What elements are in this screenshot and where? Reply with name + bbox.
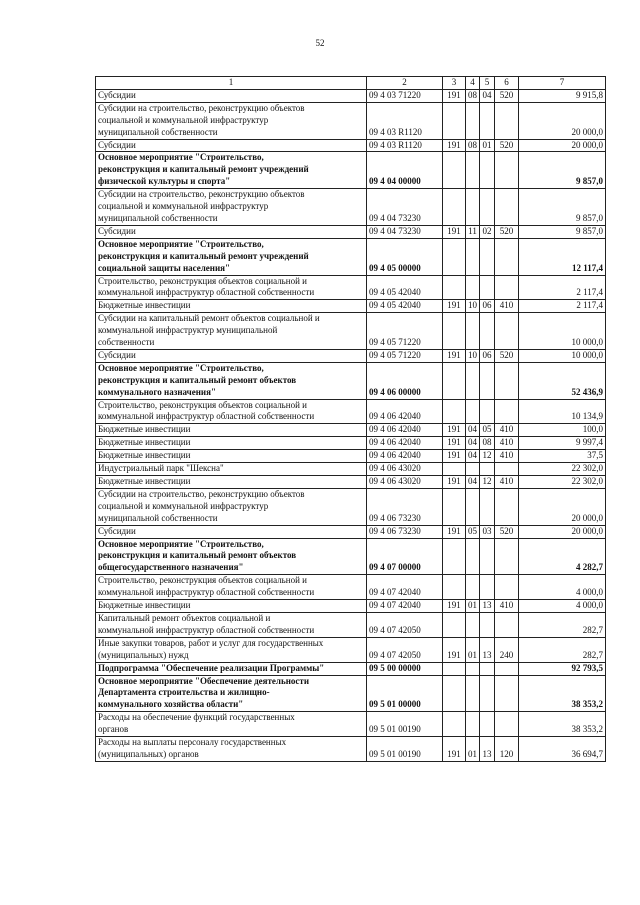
row-ministry: 191 bbox=[443, 525, 466, 538]
row-code: 09 5 00 00000 bbox=[367, 662, 443, 675]
row-subsection bbox=[480, 612, 495, 637]
row-ministry bbox=[443, 538, 466, 575]
column-header: 4 bbox=[466, 77, 480, 90]
table-row bbox=[96, 349, 606, 362]
table-row bbox=[96, 450, 606, 463]
row-name bbox=[96, 152, 367, 189]
row-name-line: Субсидии bbox=[98, 225, 136, 236]
column-header: 5 bbox=[480, 77, 495, 90]
row-name-line: Капитальный ремонт объектов социальной и bbox=[98, 612, 271, 623]
row-code: 09 4 06 43020 bbox=[367, 476, 443, 489]
table-row bbox=[96, 600, 606, 613]
table-row bbox=[96, 225, 606, 238]
row-subsection: 06 bbox=[480, 349, 495, 362]
row-name bbox=[96, 525, 367, 538]
row-subsection: 12 bbox=[480, 450, 495, 463]
row-subsection: 03 bbox=[480, 525, 495, 538]
row-section bbox=[466, 575, 480, 600]
budget-table bbox=[95, 76, 606, 762]
row-name-line: Субсидии на строительство, реконструкцию объектов bbox=[98, 488, 305, 499]
row-expense-type: 410 bbox=[495, 450, 519, 463]
row-expense-type bbox=[495, 152, 519, 189]
row-subsection bbox=[480, 712, 495, 737]
row-code: 09 4 03 R1120 bbox=[367, 102, 443, 139]
row-name-line: коммунальной инфраструктур муниципальной bbox=[98, 325, 278, 336]
row-code: 09 4 06 42040 bbox=[367, 424, 443, 437]
row-name bbox=[96, 600, 367, 613]
row-name-line: реконструкция и капитальный ремонт объектов bbox=[98, 374, 297, 385]
row-section: 04 bbox=[466, 424, 480, 437]
row-section: 05 bbox=[466, 525, 480, 538]
row-subsection: 02 bbox=[480, 225, 495, 238]
row-expense-type: 410 bbox=[495, 476, 519, 489]
row-name-line: физической культуры и спорта" bbox=[98, 176, 231, 187]
row-name-line: Подпрограмма "Обеспечение реализации Программы" bbox=[98, 662, 325, 673]
row-expense-type bbox=[495, 313, 519, 350]
row-ministry bbox=[443, 102, 466, 139]
table-row bbox=[96, 712, 606, 737]
row-name bbox=[96, 712, 367, 737]
row-section bbox=[466, 675, 480, 712]
table-row bbox=[96, 737, 606, 762]
row-section bbox=[466, 362, 480, 399]
row-name-line: Иные закупки товаров, работ и услуг для государственных bbox=[98, 637, 324, 648]
row-name bbox=[96, 189, 367, 226]
row-ministry bbox=[443, 362, 466, 399]
row-name-line: Расходы на выплаты персоналу государственных bbox=[98, 737, 287, 748]
row-expense-type bbox=[495, 102, 519, 139]
row-subsection: 01 bbox=[480, 139, 495, 152]
row-name bbox=[96, 612, 367, 637]
row-name bbox=[96, 538, 367, 575]
row-subsection bbox=[480, 362, 495, 399]
row-subsection bbox=[480, 275, 495, 300]
row-name bbox=[96, 238, 367, 275]
row-amount: 4 000,0 bbox=[519, 600, 606, 613]
row-name-line: коммунальной инфраструктур областной собственности bbox=[98, 587, 315, 598]
row-name-line: Субсидии на строительство, реконструкцию объектов bbox=[98, 102, 305, 113]
row-name-line: Строительство, реконструкция объектов социальной и bbox=[98, 275, 307, 286]
row-name bbox=[96, 662, 367, 675]
row-name-line: Основное мероприятие "Строительство, bbox=[98, 238, 264, 249]
row-name bbox=[96, 737, 367, 762]
row-expense-type bbox=[495, 399, 519, 424]
row-subsection bbox=[480, 152, 495, 189]
row-name-line: Бюджетные инвестиции bbox=[98, 300, 191, 311]
row-name-line: Бюджетные инвестиции bbox=[98, 600, 191, 611]
row-section: 04 bbox=[466, 437, 480, 450]
table-row bbox=[96, 488, 606, 525]
row-expense-type: 520 bbox=[495, 225, 519, 238]
row-section: 08 bbox=[466, 89, 480, 102]
row-code: 09 4 04 00000 bbox=[367, 152, 443, 189]
table-row bbox=[96, 437, 606, 450]
row-amount: 9 857,0 bbox=[519, 189, 606, 226]
row-subsection bbox=[480, 238, 495, 275]
row-ministry: 191 bbox=[443, 637, 466, 662]
row-amount: 22 302,0 bbox=[519, 463, 606, 476]
row-amount: 9 857,0 bbox=[519, 152, 606, 189]
row-section: 11 bbox=[466, 225, 480, 238]
row-section bbox=[466, 313, 480, 350]
row-amount: 4 282,7 bbox=[519, 538, 606, 575]
row-code: 09 4 05 42040 bbox=[367, 275, 443, 300]
row-code: 09 4 05 00000 bbox=[367, 238, 443, 275]
row-amount: 282,7 bbox=[519, 637, 606, 662]
column-header: 2 bbox=[367, 77, 443, 90]
row-ministry: 191 bbox=[443, 450, 466, 463]
row-name-line: Субсидии на строительство, реконструкцию объектов bbox=[98, 189, 305, 200]
row-name-line: Основное мероприятие "Строительство, bbox=[98, 538, 264, 549]
row-expense-type: 120 bbox=[495, 737, 519, 762]
row-name-line: Бюджетные инвестиции bbox=[98, 450, 191, 461]
row-section bbox=[466, 463, 480, 476]
row-expense-type bbox=[495, 275, 519, 300]
row-expense-type bbox=[495, 675, 519, 712]
table-row bbox=[96, 362, 606, 399]
row-code: 09 4 06 73230 bbox=[367, 525, 443, 538]
row-name bbox=[96, 313, 367, 350]
row-code: 09 4 05 42040 bbox=[367, 300, 443, 313]
row-subsection: 05 bbox=[480, 424, 495, 437]
row-code: 09 4 07 42040 bbox=[367, 600, 443, 613]
row-name-line: реконструкция и капитальный ремонт учреждений bbox=[98, 250, 309, 261]
row-code: 09 4 07 00000 bbox=[367, 538, 443, 575]
row-name bbox=[96, 275, 367, 300]
row-name-line: Основное мероприятие "Строительство, bbox=[98, 362, 264, 373]
row-name-line: Субсидии bbox=[98, 139, 136, 150]
table-row bbox=[96, 662, 606, 675]
row-name bbox=[96, 450, 367, 463]
row-name-line: Бюджетные инвестиции bbox=[98, 424, 191, 435]
row-name-line: Основное мероприятие "Обеспечение деятельности bbox=[98, 675, 310, 686]
row-name-line: Индустриальный парк "Шексна" bbox=[98, 463, 224, 474]
row-name bbox=[96, 362, 367, 399]
page-number: 52 bbox=[315, 38, 325, 48]
row-subsection bbox=[480, 313, 495, 350]
row-amount: 12 117,4 bbox=[519, 238, 606, 275]
row-ministry bbox=[443, 152, 466, 189]
table-row bbox=[96, 525, 606, 538]
row-section bbox=[466, 612, 480, 637]
row-section bbox=[466, 399, 480, 424]
row-expense-type: 410 bbox=[495, 437, 519, 450]
row-name-line: реконструкция и капитальный ремонт учреждений bbox=[98, 164, 309, 175]
row-code: 09 4 03 71220 bbox=[367, 89, 443, 102]
row-name bbox=[96, 637, 367, 662]
row-subsection: 06 bbox=[480, 300, 495, 313]
row-expense-type: 410 bbox=[495, 300, 519, 313]
row-name-line: муниципальной собственности bbox=[98, 212, 218, 223]
row-ministry: 191 bbox=[443, 437, 466, 450]
row-amount: 22 302,0 bbox=[519, 476, 606, 489]
row-amount: 37,5 bbox=[519, 450, 606, 463]
row-amount: 10 134,9 bbox=[519, 399, 606, 424]
row-amount: 10 000,0 bbox=[519, 313, 606, 350]
row-name-line: Субсидии bbox=[98, 349, 136, 360]
row-subsection bbox=[480, 575, 495, 600]
table-row bbox=[96, 637, 606, 662]
row-name-line: коммунальной инфраструктур областной собственности bbox=[98, 287, 315, 298]
row-subsection bbox=[480, 399, 495, 424]
row-amount: 9 857,0 bbox=[519, 225, 606, 238]
row-name-line: общегосударственного назначения" bbox=[98, 562, 244, 573]
row-name-line: (муниципальных) нужд bbox=[98, 649, 189, 660]
table-row bbox=[96, 89, 606, 102]
row-name-line: социальной и коммунальной инфраструктур bbox=[98, 114, 269, 125]
row-name bbox=[96, 399, 367, 424]
row-code: 09 4 06 42040 bbox=[367, 437, 443, 450]
row-section bbox=[466, 102, 480, 139]
row-expense-type bbox=[495, 189, 519, 226]
row-subsection: 13 bbox=[480, 637, 495, 662]
row-section bbox=[466, 238, 480, 275]
row-ministry: 191 bbox=[443, 225, 466, 238]
row-ministry bbox=[443, 275, 466, 300]
row-code: 09 4 06 73230 bbox=[367, 488, 443, 525]
row-subsection bbox=[480, 488, 495, 525]
row-amount: 52 436,9 bbox=[519, 362, 606, 399]
row-amount: 20 000,0 bbox=[519, 139, 606, 152]
row-name-line: коммунальной инфраструктур областной собственности bbox=[98, 411, 315, 422]
row-code: 09 4 05 71220 bbox=[367, 313, 443, 350]
row-subsection: 04 bbox=[480, 89, 495, 102]
row-section bbox=[466, 189, 480, 226]
row-section bbox=[466, 488, 480, 525]
row-subsection bbox=[480, 675, 495, 712]
row-section: 01 bbox=[466, 737, 480, 762]
row-name bbox=[96, 488, 367, 525]
row-subsection: 08 bbox=[480, 437, 495, 450]
row-ministry: 191 bbox=[443, 300, 466, 313]
row-name-line: муниципальной собственности bbox=[98, 512, 218, 523]
row-subsection bbox=[480, 538, 495, 575]
row-ministry bbox=[443, 662, 466, 675]
row-name-line: Бюджетные инвестиции bbox=[98, 437, 191, 448]
row-name-line: муниципальной собственности bbox=[98, 126, 218, 137]
row-ministry bbox=[443, 238, 466, 275]
table-row bbox=[96, 612, 606, 637]
row-code: 09 5 01 00190 bbox=[367, 737, 443, 762]
row-name-line: Субсидии на капитальный ремонт объектов социальной и bbox=[98, 313, 320, 324]
row-amount: 38 353,2 bbox=[519, 712, 606, 737]
table-row bbox=[96, 238, 606, 275]
row-expense-type: 520 bbox=[495, 349, 519, 362]
row-name bbox=[96, 575, 367, 600]
row-name bbox=[96, 424, 367, 437]
column-header: 3 bbox=[443, 77, 466, 90]
column-header: 7 bbox=[519, 77, 606, 90]
row-ministry: 191 bbox=[443, 476, 466, 489]
row-ministry bbox=[443, 463, 466, 476]
row-ministry: 191 bbox=[443, 600, 466, 613]
row-expense-type bbox=[495, 463, 519, 476]
row-name-line: органов bbox=[98, 724, 129, 735]
table-row bbox=[96, 189, 606, 226]
row-name-line: социальной и коммунальной инфраструктур bbox=[98, 500, 269, 511]
row-amount: 9 915,8 bbox=[519, 89, 606, 102]
row-section bbox=[466, 275, 480, 300]
table-row bbox=[96, 139, 606, 152]
row-ministry: 191 bbox=[443, 737, 466, 762]
row-ministry: 191 bbox=[443, 139, 466, 152]
column-header: 6 bbox=[495, 77, 519, 90]
row-name-line: Расходы на обеспечение функций государственных bbox=[98, 712, 295, 723]
row-subsection bbox=[480, 463, 495, 476]
row-amount: 2 117,4 bbox=[519, 275, 606, 300]
table-row bbox=[96, 575, 606, 600]
row-code: 09 4 07 42040 bbox=[367, 575, 443, 600]
row-amount: 20 000,0 bbox=[519, 525, 606, 538]
row-code: 09 4 07 42050 bbox=[367, 612, 443, 637]
column-header: 1 bbox=[96, 77, 367, 90]
row-code: 09 4 04 73230 bbox=[367, 225, 443, 238]
row-subsection bbox=[480, 189, 495, 226]
row-section: 10 bbox=[466, 300, 480, 313]
row-section bbox=[466, 538, 480, 575]
row-code: 09 4 03 R1120 bbox=[367, 139, 443, 152]
row-name bbox=[96, 300, 367, 313]
row-name-line: собственности bbox=[98, 337, 155, 348]
row-section bbox=[466, 152, 480, 189]
row-section: 08 bbox=[466, 139, 480, 152]
row-name bbox=[96, 349, 367, 362]
row-amount: 20 000,0 bbox=[519, 102, 606, 139]
table-row bbox=[96, 313, 606, 350]
row-ministry bbox=[443, 575, 466, 600]
row-expense-type bbox=[495, 538, 519, 575]
row-code: 09 4 06 42040 bbox=[367, 450, 443, 463]
row-code: 09 4 07 42050 bbox=[367, 637, 443, 662]
row-section: 04 bbox=[466, 476, 480, 489]
row-name-line: Бюджетные инвестиции bbox=[98, 476, 191, 486]
row-expense-type bbox=[495, 575, 519, 600]
row-name bbox=[96, 463, 367, 476]
table-row bbox=[96, 152, 606, 189]
row-expense-type bbox=[495, 712, 519, 737]
row-subsection: 12 bbox=[480, 476, 495, 489]
table-row bbox=[96, 300, 606, 313]
row-amount: 2 117,4 bbox=[519, 300, 606, 313]
row-ministry bbox=[443, 612, 466, 637]
row-expense-type: 410 bbox=[495, 424, 519, 437]
row-expense-type: 520 bbox=[495, 525, 519, 538]
row-amount: 36 694,7 bbox=[519, 737, 606, 762]
row-ministry: 191 bbox=[443, 424, 466, 437]
row-code: 09 4 04 73230 bbox=[367, 189, 443, 226]
table-row bbox=[96, 538, 606, 575]
row-ministry bbox=[443, 313, 466, 350]
row-name-line: коммунальной инфраструктур областной собственности bbox=[98, 624, 315, 635]
row-expense-type bbox=[495, 238, 519, 275]
row-ministry bbox=[443, 488, 466, 525]
row-code: 09 4 06 42040 bbox=[367, 399, 443, 424]
row-ministry bbox=[443, 399, 466, 424]
row-section bbox=[466, 662, 480, 675]
row-name-line: Строительство, реконструкция объектов социальной и bbox=[98, 575, 307, 586]
row-expense-type bbox=[495, 612, 519, 637]
row-subsection bbox=[480, 102, 495, 139]
row-section: 01 bbox=[466, 600, 480, 613]
row-expense-type: 240 bbox=[495, 637, 519, 662]
table-row bbox=[96, 476, 606, 489]
table-body bbox=[96, 77, 606, 762]
row-name-line: Основное мероприятие "Строительство, bbox=[98, 152, 264, 163]
table-row bbox=[96, 275, 606, 300]
row-ministry bbox=[443, 675, 466, 712]
table-row bbox=[96, 399, 606, 424]
row-name-line: коммунального хозяйства области" bbox=[98, 699, 244, 710]
table-row bbox=[96, 424, 606, 437]
row-code: 09 4 06 43020 bbox=[367, 463, 443, 476]
row-ministry: 191 bbox=[443, 349, 466, 362]
row-name-line: (муниципальных) органов bbox=[98, 748, 199, 759]
row-code: 09 4 05 71220 bbox=[367, 349, 443, 362]
row-name-line: реконструкция и капитальный ремонт объектов bbox=[98, 550, 297, 561]
row-name-line: коммунального назначения" bbox=[98, 386, 216, 397]
row-name bbox=[96, 102, 367, 139]
row-amount: 10 000,0 bbox=[519, 349, 606, 362]
row-name-line: Субсидии bbox=[98, 525, 136, 536]
row-subsection bbox=[480, 662, 495, 675]
row-name bbox=[96, 675, 367, 712]
row-amount: 100,0 bbox=[519, 424, 606, 437]
row-ministry: 191 bbox=[443, 89, 466, 102]
row-name bbox=[96, 89, 367, 102]
row-expense-type: 520 bbox=[495, 89, 519, 102]
table-header-row bbox=[96, 77, 606, 90]
row-amount: 282,7 bbox=[519, 612, 606, 637]
row-name-line: Департамента строительства и жилищно- bbox=[98, 687, 270, 698]
row-section: 10 bbox=[466, 349, 480, 362]
row-section: 01 bbox=[466, 637, 480, 662]
row-expense-type: 410 bbox=[495, 600, 519, 613]
row-name-line: Субсидии bbox=[98, 89, 136, 100]
row-code: 09 5 01 00190 bbox=[367, 712, 443, 737]
row-amount: 92 793,5 bbox=[519, 662, 606, 675]
row-expense-type bbox=[495, 488, 519, 525]
row-name-line: социальной и коммунальной инфраструктур bbox=[98, 201, 269, 212]
row-code: 09 5 01 00000 bbox=[367, 675, 443, 712]
row-amount: 38 353,2 bbox=[519, 675, 606, 712]
table-row bbox=[96, 102, 606, 139]
row-amount: 9 997,4 bbox=[519, 437, 606, 450]
row-name bbox=[96, 476, 367, 489]
row-subsection: 13 bbox=[480, 737, 495, 762]
row-section bbox=[466, 712, 480, 737]
row-name bbox=[96, 225, 367, 238]
row-code: 09 4 06 00000 bbox=[367, 362, 443, 399]
table-row bbox=[96, 463, 606, 476]
row-expense-type bbox=[495, 362, 519, 399]
row-name bbox=[96, 139, 367, 152]
row-ministry bbox=[443, 189, 466, 226]
row-amount: 4 000,0 bbox=[519, 575, 606, 600]
row-name-line: социальной защиты населения" bbox=[98, 262, 231, 273]
row-name bbox=[96, 437, 367, 450]
table-row bbox=[96, 675, 606, 712]
row-subsection: 13 bbox=[480, 600, 495, 613]
row-section: 04 bbox=[466, 450, 480, 463]
row-name-line: Строительство, реконструкция объектов социальной и bbox=[98, 399, 307, 410]
row-expense-type: 520 bbox=[495, 139, 519, 152]
row-expense-type bbox=[495, 662, 519, 675]
row-ministry bbox=[443, 712, 466, 737]
row-amount: 20 000,0 bbox=[519, 488, 606, 525]
